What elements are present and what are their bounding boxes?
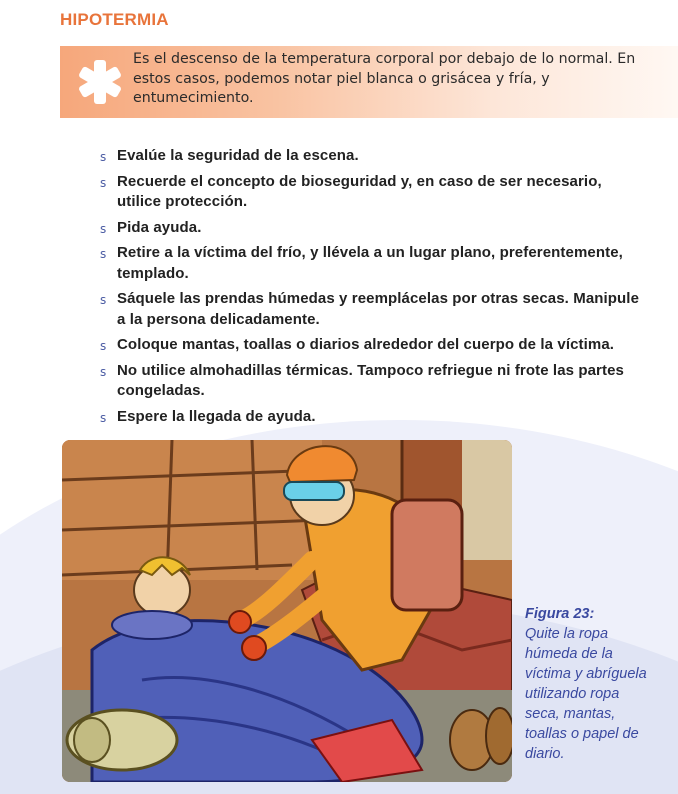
step-text: Evalúe la seguridad de la escena. <box>117 147 359 164</box>
steps-list <box>100 146 640 432</box>
step-item <box>100 243 640 284</box>
step-text: Recuerde el concepto de bioseguridad y, en caso de ser necesario, utilice protección. <box>117 172 602 210</box>
bullet-marker: s <box>100 293 107 307</box>
step-text: Coloque mantas, toallas o diarios alrededor del cuerpo de la víctima. <box>117 336 615 353</box>
definition-box <box>60 46 678 118</box>
section-heading: HIPOTERMIA <box>60 10 169 29</box>
step-item <box>100 335 640 356</box>
bullet-marker: s <box>100 175 107 190</box>
figure-label: Figura 23: <box>525 606 595 622</box>
step-text: No utilice almohadillas térmicas. Tampoco refriegue ni frote las partes congeladas. <box>117 361 624 399</box>
definition-text: Es el descenso de la temperatura corporal por debajo de lo normal. En estos casos, podemos notar piel blanca o grisácea y fría, y entumecimiento. <box>133 51 636 106</box>
bullet-marker: s <box>100 150 107 164</box>
bullet-marker: s <box>100 339 107 353</box>
bullet-marker: s <box>100 410 107 425</box>
step-text: Sáquele las prendas húmedas y reemplácelas por otras secas. Manipule a la persona delicadamente. <box>117 290 640 328</box>
step-text: Retire a la víctima del frío, y llévela a un lugar plano, preferentemente, templado. <box>117 244 623 282</box>
step-item <box>100 218 640 239</box>
bullet-marker: s <box>100 221 107 236</box>
bullet-marker: s <box>100 247 107 261</box>
step-item <box>100 289 640 330</box>
step-item <box>100 407 640 428</box>
bullet-marker: s <box>100 364 107 379</box>
step-text: Espere la llegada de ayuda. <box>117 407 316 425</box>
step-item <box>100 146 640 167</box>
step-item <box>100 361 640 402</box>
figure-caption <box>525 604 655 764</box>
medical-asterisk-icon <box>74 56 126 108</box>
illustration-hypothermia <box>62 440 512 782</box>
step-item <box>100 172 640 213</box>
step-text: Pida ayuda. <box>117 218 202 236</box>
figure-caption-text: Quite la ropa húmeda de la víctima y abríguela utilizando ropa seca, mantas, toallas o papel de diario. <box>525 626 647 762</box>
